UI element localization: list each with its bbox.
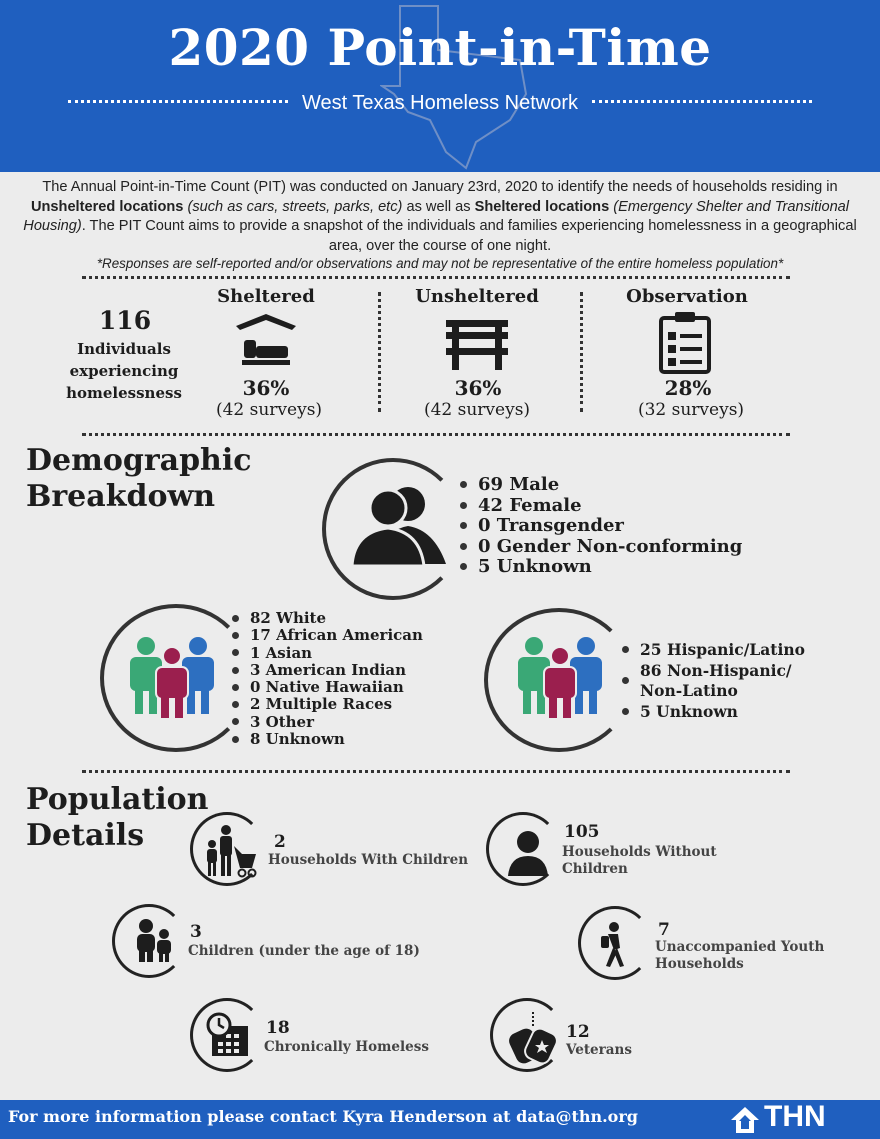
list-item: 69 Male [458, 475, 742, 496]
total-label: Individuals experiencing homelessness [66, 340, 182, 402]
intro-note: *Responses are self-reported and/or observations and may not be representative of the entire homeless population* [96, 256, 784, 271]
list-item: 1 Asian [230, 645, 423, 662]
divider [378, 292, 381, 412]
detail-label: Veterans [566, 1042, 632, 1058]
detail-value: 2 [274, 832, 286, 852]
intro-paragraph: The Annual Point-in-Time Count (PIT) was conducted on January 23rd, 2020 to identify the needs of households residing in Unsheltered locations (such as cars, streets, parks, etc) as well as Sheltered locations (Emergency Shelter and Transitional Housing). The PIT Count aims to provide a snapshot of the individuals and families experiencing homelessness in a geographical area, over the course of one night. [23, 179, 857, 254]
gender-list [458, 475, 742, 578]
observation-surveys: (32 surveys) [637, 400, 745, 420]
ethnicity-list [620, 640, 820, 722]
list-item: 2 Multiple Races [230, 696, 423, 713]
footer-contact: For more information please contact Kyra Henderson at data@thn.org [8, 1107, 638, 1126]
list-item: 17 African American [230, 627, 423, 644]
dog-tags-icon [508, 1010, 558, 1064]
children-icon [132, 918, 178, 964]
list-item: 5 Unknown [620, 702, 820, 723]
page-subtitle: West Texas Homeless Network [301, 92, 578, 114]
bench-icon [446, 318, 508, 372]
list-item: 0 Gender Non-conforming [458, 537, 742, 558]
detail-label: Unaccompanied Youth Households [655, 939, 825, 972]
detail-value: 7 [658, 920, 670, 940]
divider [82, 276, 790, 279]
demographic-title: Demographic Breakdown [26, 443, 252, 514]
thn-logo-text: THN [764, 1100, 826, 1133]
list-item: 0 Transgender [458, 516, 742, 537]
list-item: 86 Non-Hispanic/ Non-Latino [620, 661, 800, 702]
multicolor-people-icon [512, 634, 610, 718]
sheltered-percent: 36% [242, 376, 290, 400]
house-icon [730, 1106, 760, 1134]
sheltered-heading: Sheltered [217, 286, 315, 307]
unsheltered-heading: Unsheltered [415, 286, 539, 307]
list-item: 42 Female [458, 496, 742, 517]
header-divider-left [68, 100, 288, 103]
clipboard-icon [658, 310, 712, 374]
divider [82, 770, 790, 773]
detail-label: Children (under the age of 18) [188, 943, 420, 959]
observation-heading: Observation [626, 286, 748, 307]
list-item: 3 Other [230, 714, 423, 731]
unsheltered-percent: 36% [454, 376, 502, 400]
list-item: 25 Hispanic/Latino [620, 640, 820, 661]
list-item: 0 Native Hawaiian [230, 679, 423, 696]
detail-value: 3 [190, 922, 202, 942]
total-count: 116 [98, 306, 152, 335]
walking-youth-icon [598, 922, 628, 968]
people-silhouette-icon [350, 484, 448, 568]
detail-value: 105 [564, 822, 600, 842]
race-list [230, 610, 423, 748]
sheltered-surveys: (42 surveys) [215, 400, 323, 420]
calendar-clock-icon [206, 1012, 250, 1058]
family-icon [202, 824, 260, 878]
header-banner [0, 0, 880, 172]
detail-label: Households Without Children [562, 844, 717, 877]
list-item: 8 Unknown [230, 731, 423, 748]
page-title: 2020 Point-in-Time [168, 18, 712, 77]
list-item: 3 American Indian [230, 662, 423, 679]
detail-value: 12 [566, 1022, 590, 1042]
multicolor-people-icon [124, 634, 222, 718]
observation-percent: 28% [664, 376, 712, 400]
detail-label: Chronically Homeless [264, 1039, 429, 1055]
detail-label: Households With Children [268, 852, 469, 868]
population-title: Population Details [26, 782, 209, 853]
unsheltered-surveys: (42 surveys) [423, 400, 531, 420]
thn-logo [730, 1106, 760, 1138]
detail-value: 18 [266, 1018, 290, 1038]
list-item: 82 White [230, 610, 423, 627]
divider [82, 433, 790, 436]
header-divider-right [592, 100, 812, 103]
person-icon [506, 830, 550, 876]
list-item: 5 Unknown [458, 557, 742, 578]
shelter-icon [234, 312, 298, 368]
divider [580, 292, 583, 412]
